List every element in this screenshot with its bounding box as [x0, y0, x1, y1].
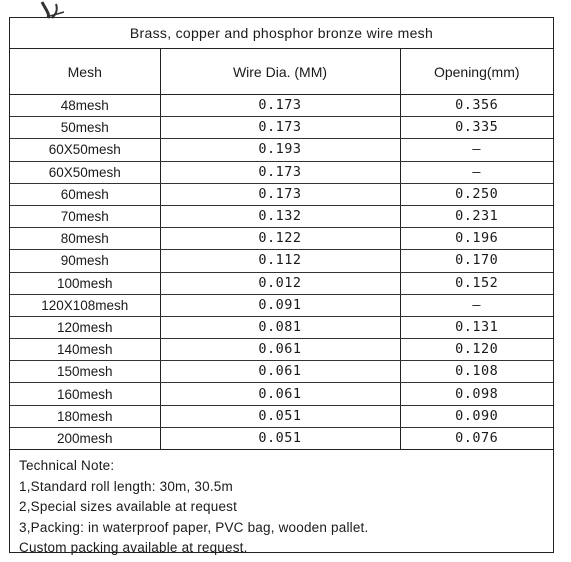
- note-line: 3,Packing: in waterproof paper, PVC bag, wooden pallet.: [19, 519, 369, 535]
- table-row: [10, 405, 553, 427]
- table-row: [10, 250, 553, 272]
- notes-heading: Technical Note:: [19, 458, 115, 473]
- cell-opening: —: [400, 139, 553, 161]
- table-row: [10, 183, 553, 205]
- cell-wire-dia: 0.012: [160, 272, 400, 294]
- cell-opening: 0.152: [400, 272, 553, 294]
- table-row: [10, 294, 553, 316]
- table-row: [10, 117, 553, 139]
- cell-opening: 0.120: [400, 339, 553, 361]
- cell-wire-dia: 0.173: [160, 161, 400, 183]
- header-mesh: Mesh: [10, 49, 160, 95]
- cell-opening: 0.076: [400, 427, 553, 449]
- cell-wire-dia: 0.132: [160, 205, 400, 227]
- technical-notes: [10, 450, 553, 559]
- cell-wire-dia: 0.122: [160, 228, 400, 250]
- spec-sheet: [9, 17, 554, 556]
- cell-opening: 0.170: [400, 250, 553, 272]
- cell-wire-dia: 0.051: [160, 405, 400, 427]
- cell-opening: 0.196: [400, 228, 553, 250]
- cell-wire-dia: 0.173: [160, 95, 400, 117]
- cell-mesh: 120X108mesh: [10, 294, 160, 316]
- cell-wire-dia: 0.193: [160, 139, 400, 161]
- cell-opening: 0.356: [400, 95, 553, 117]
- table-row: [10, 361, 553, 383]
- note-line: 1,Standard roll length: 30m, 30.5m: [19, 478, 233, 494]
- header-opening: Opening(mm): [400, 49, 553, 95]
- header-row: [10, 49, 553, 95]
- cell-mesh: 140mesh: [10, 339, 160, 361]
- cell-opening: —: [400, 294, 553, 316]
- cell-opening: 0.108: [400, 361, 553, 383]
- wire-mesh-table: [10, 49, 553, 450]
- cell-wire-dia: 0.061: [160, 339, 400, 361]
- cell-opening: 0.335: [400, 117, 553, 139]
- cell-wire-dia: 0.173: [160, 183, 400, 205]
- cell-mesh: 48mesh: [10, 95, 160, 117]
- cell-mesh: 80mesh: [10, 228, 160, 250]
- cell-wire-dia: 0.061: [160, 361, 400, 383]
- cell-mesh: 150mesh: [10, 361, 160, 383]
- table-row: [10, 205, 553, 227]
- table-title: Brass, copper and phosphor bronze wire mesh: [10, 18, 553, 49]
- cell-mesh: 90mesh: [10, 250, 160, 272]
- cell-opening: 0.090: [400, 405, 553, 427]
- cell-mesh: 60X50mesh: [10, 161, 160, 183]
- cell-mesh: 60X50mesh: [10, 139, 160, 161]
- cell-wire-dia: 0.051: [160, 427, 400, 449]
- cell-mesh: 160mesh: [10, 383, 160, 405]
- table-row: [10, 339, 553, 361]
- table-row: [10, 272, 553, 294]
- cell-mesh: 60mesh: [10, 183, 160, 205]
- table-row: [10, 139, 553, 161]
- cell-mesh: 200mesh: [10, 427, 160, 449]
- cell-mesh: 50mesh: [10, 117, 160, 139]
- header-wire-dia: Wire Dia. (MM): [160, 49, 400, 95]
- cell-wire-dia: 0.112: [160, 250, 400, 272]
- table-row: [10, 427, 553, 449]
- cell-opening: 0.131: [400, 316, 553, 338]
- table-row: [10, 316, 553, 338]
- table-row: [10, 95, 553, 117]
- cell-mesh: 120mesh: [10, 316, 160, 338]
- cell-opening: 0.098: [400, 383, 553, 405]
- cell-mesh: 70mesh: [10, 205, 160, 227]
- cell-opening: 0.250: [400, 183, 553, 205]
- cell-opening: 0.231: [400, 205, 553, 227]
- cell-mesh: 100mesh: [10, 272, 160, 294]
- table-row: [10, 383, 553, 405]
- note-line: 2,Special sizes available at request: [19, 499, 238, 515]
- table-row: [10, 161, 553, 183]
- cell-wire-dia: 0.091: [160, 294, 400, 316]
- cell-mesh: 180mesh: [10, 405, 160, 427]
- note-line: Custom packing available at request.: [19, 540, 248, 556]
- cell-opening: —: [400, 161, 553, 183]
- cell-wire-dia: 0.081: [160, 316, 400, 338]
- cell-wire-dia: 0.061: [160, 383, 400, 405]
- cell-wire-dia: 0.173: [160, 117, 400, 139]
- table-row: [10, 228, 553, 250]
